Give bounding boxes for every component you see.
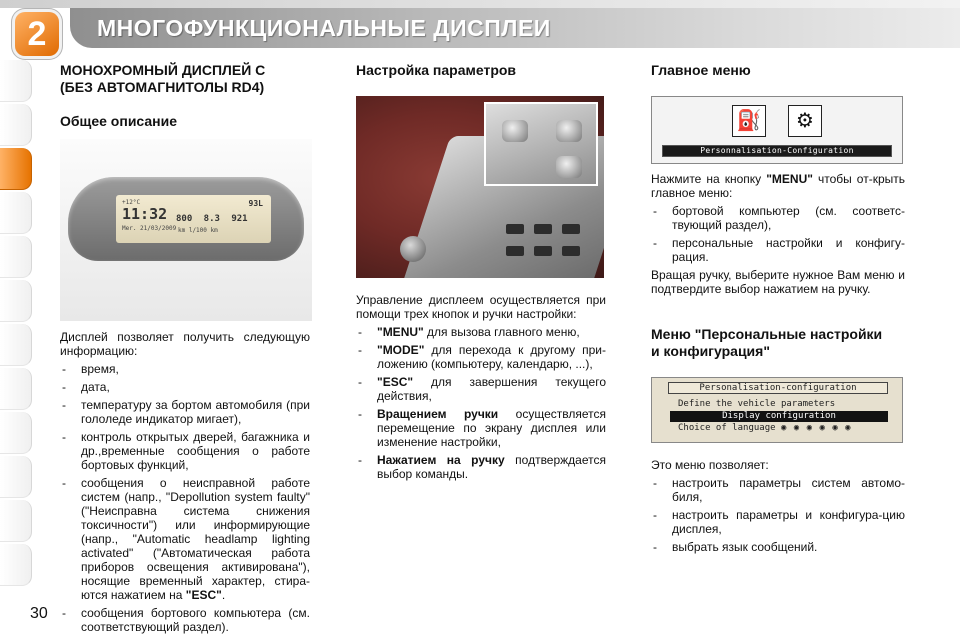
column-personalisation-text (651, 458, 905, 554)
heading-line-2: (БЕЗ АВТОМАГНИТОЛЫ RD4) (60, 79, 265, 95)
fuel-computer-icon: ⛽ (732, 105, 766, 137)
pers-list (651, 476, 905, 554)
console-detail-inset (484, 102, 598, 186)
pers-menu-title: Personalisation-configuration (668, 382, 888, 394)
display-date: Mer. 21/03/2009 (122, 225, 177, 232)
column-monochrome-display (60, 62, 310, 130)
esc-key-label: "ESC" (185, 588, 222, 602)
list-item: - сообщения бортового компьютера (см. соответствующий раздел). (60, 606, 310, 634)
list-item (356, 343, 606, 371)
intro-text-tail: чтобы от-крыть главное меню: (651, 172, 906, 200)
list-item (356, 407, 606, 449)
display-screen (116, 195, 271, 243)
menu-key-label: "MENU" (766, 172, 813, 186)
list-item-text: для вызова главного меню, (423, 325, 580, 339)
column-monochrome-text (60, 330, 310, 634)
list-item: - дата, (60, 380, 310, 394)
column-settings-text (356, 293, 606, 481)
knob-press-label: Нажатием на ручку (377, 453, 505, 467)
menu-key-label: "MENU" (377, 325, 424, 339)
console-button (506, 246, 524, 256)
display-bezel (68, 177, 304, 261)
section-heading-monochrome (60, 62, 310, 96)
list-item-text: для завершения текущего действия, (377, 375, 606, 403)
list-item (60, 476, 310, 602)
mode-key-label: "MODE" (377, 343, 425, 357)
chapter-tabs (0, 60, 32, 580)
list-item-text: осуществляется перемещение по экрану дисплея или изменение настройки, (377, 407, 607, 449)
chapter-tab-9[interactable] (0, 456, 32, 498)
header-band (0, 0, 960, 8)
chapter-tab-2-active[interactable] (0, 148, 32, 190)
list-item (356, 325, 606, 339)
settings-sliders-icon: ⚙ (788, 105, 822, 137)
display-trip-units: km l/100 km (178, 227, 218, 234)
language-flag-icons: ◉ ◉ ◉ ◉ ◉ ◉ (780, 423, 852, 433)
chapter-tab-10[interactable] (0, 500, 32, 542)
main-menu-list (651, 204, 905, 264)
list-item: - выбрать язык сообщений. (651, 540, 905, 554)
display-fuel-range: 93L (248, 199, 263, 208)
column-main-menu-text (651, 172, 905, 360)
chapter-tab-6[interactable] (0, 324, 32, 366)
section-heading-main-menu: Главное меню (651, 62, 751, 78)
list-item-text: подтверждается выбор команды. (377, 453, 606, 481)
mode-key-icon (556, 120, 582, 142)
main-menu-instruction: Вращая ручку, выберите нужное Вам меню и подтвердите выбор нажатием на ручку. (651, 268, 905, 296)
chapter-tab-8[interactable] (0, 412, 32, 454)
console-knob (400, 236, 426, 262)
pers-menu-item-language (678, 423, 888, 434)
pers-menu-item-display: Display configuration (670, 411, 888, 422)
chapter-tab-3[interactable] (0, 192, 32, 234)
info-list (60, 362, 310, 634)
heading-line-1: МОНОХРОМНЫЙ ДИСПЛЕЙ С (60, 62, 266, 78)
menu-key-icon (502, 120, 528, 142)
chapter-tab-5[interactable] (0, 280, 32, 322)
console-button (534, 224, 552, 234)
list-item: - персональные настройки и конфигу-рация. (651, 236, 905, 264)
list-item (356, 453, 606, 481)
pers-intro: Это меню позволяет: (651, 458, 769, 472)
list-item: - время, (60, 362, 310, 376)
knob-rotate-label: Вращением ручки (377, 407, 499, 421)
personalisation-menu-screen (651, 377, 903, 443)
section-heading-settings: Настройка параметров (356, 62, 517, 78)
chapter-tab-4[interactable] (0, 236, 32, 278)
list-item-text: для перехода к другому при-ложению (компьютеру, календарю, ...), (377, 343, 606, 371)
page-number: 30 (30, 605, 48, 622)
monochrome-display-photo (60, 139, 312, 321)
esc-key-label: "ESC" (377, 375, 414, 389)
heading-line-2: и конфигурация" (651, 343, 770, 359)
chapter-tab-1b[interactable] (0, 104, 32, 146)
main-menu-screen (651, 96, 903, 164)
list-item: - температуру за бортом автомобиля (при гололеде индикатор мигает), (60, 398, 310, 426)
center-console-photo (356, 96, 604, 278)
list-item: - настроить параметры систем автомо-биля, (651, 476, 905, 504)
console-button (506, 224, 524, 234)
chapter-tab-1[interactable] (0, 60, 32, 102)
intro-text: Дисплей позволяет получить следующую информацию: (60, 330, 310, 358)
display-trip-values: 800 8.3 921 (176, 214, 248, 224)
list-item-tail: . (221, 588, 226, 602)
chapter-tab-7[interactable] (0, 368, 32, 410)
list-item-text: сообщения о неисправной работе систем (напр., "Depollution system faulty" ("Неисправна система снижения токсичности") или информирующие (напр., "Automatic headlamp lighting activated" ("Автоматическая работа приборов освещения активирована"), носящие временный характер, стира-ются нажатием на (81, 476, 310, 602)
list-item: - контроль открытых дверей, багажника и др.,временные сообщения о работе бортовых функций, (60, 430, 310, 472)
pers-menu-item-vehicle: Define the vehicle parameters (678, 399, 836, 409)
console-button (562, 224, 580, 234)
subheading-general-description: Общее описание (60, 113, 178, 129)
display-temperature: +12°C (122, 199, 141, 206)
esc-key-icon (556, 156, 582, 178)
chapter-badge: 2 (15, 12, 59, 56)
chapter-tab-11[interactable] (0, 544, 32, 586)
display-time: 11:32 (122, 205, 168, 223)
page-title: МНОГОФУНКЦИОНАЛЬНЫЕ ДИСПЛЕИ (97, 15, 551, 41)
column-main-menu (651, 62, 905, 79)
column-settings (356, 62, 606, 79)
list-item (356, 375, 606, 403)
list-item: - бортовой компьютер (см. соответс-твующий раздел), (651, 204, 905, 232)
intro-text: Нажмите на кнопку (651, 172, 767, 186)
pers-menu-language-label: Choice of language (678, 423, 776, 433)
main-menu-intro (651, 172, 905, 200)
console-button (534, 246, 552, 256)
console-button (562, 246, 580, 256)
main-menu-selected-item: Personnalisation-Configuration (662, 145, 892, 157)
controls-list (356, 325, 606, 481)
section-heading-personalisation (651, 326, 905, 360)
settings-intro: Управление дисплеем осуществляется при помощи трех кнопок и ручки настройки: (356, 293, 606, 321)
heading-line-1: Меню "Персональные настройки (651, 326, 883, 342)
list-item: - настроить параметры и конфигура-цию дисплея, (651, 508, 905, 536)
